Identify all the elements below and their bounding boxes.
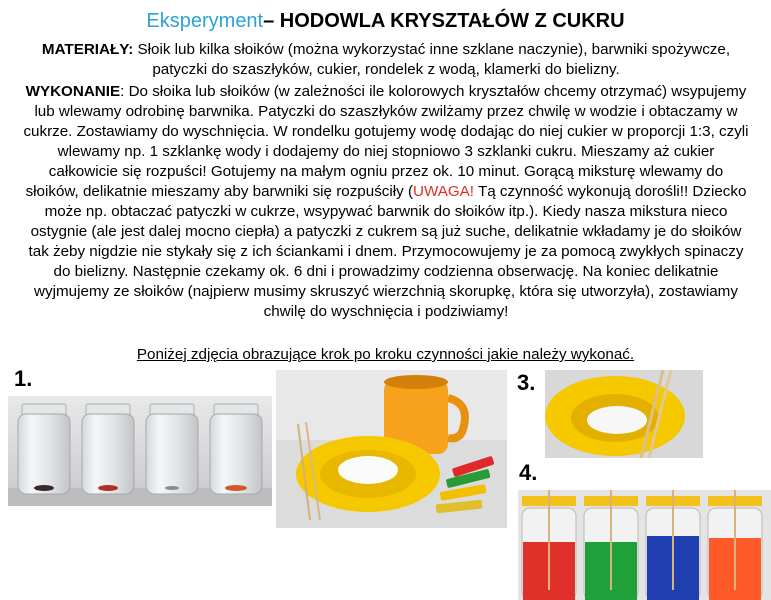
photo-step-1-empty-jars xyxy=(8,396,272,506)
photo-step-4-colored-jars xyxy=(518,490,771,600)
jar-2 xyxy=(82,404,134,494)
photo-step-3-sugar-coating xyxy=(545,370,703,458)
page-title xyxy=(0,10,771,33)
instructions-label: WYKONANIE xyxy=(25,83,121,100)
title-main: – HODOWLA KRYSZTAŁÓW Z CUKRU xyxy=(263,10,625,32)
photos-caption: Poniżej zdjęcia obrazujące krok po kroku czynności jakie należy wykonać. xyxy=(136,346,635,363)
photo-step-2-supplies xyxy=(276,370,507,528)
title-prefix: Eksperyment xyxy=(146,10,264,32)
instructions-text-before: : Do słoika lub słoików (w zależności ile kolorowych kryształów chcemy otrzymać) wsypujemy lub wlewamy odrobinę barwnika. Patyczki do szaszłyków zwilżamy przez chwilę w wodzie i obtaczamy w cukrze. Zostawiamy do wyschnięcia. W rondelku gotujemy wodę dodając do niej cukier w proporcji 1:3, czyli wlewamy np. 1 szklankę wody i dodajemy do niej stopniowo 3 szklanki cukru. Mieszamy aż cukier całkowicie się rozpuści! Gotujemy na małym ogniu przez ok. 10 minut. Gorącą miksturę wlewamy do słoików, delikatnie mieszamy aby barwniki się rozpuściły ( xyxy=(23,83,749,200)
materials-text: Słoik lub kilka słoików (można wykorzystać inne szklane naczynie), barwniki spożywcze, patyczki do szaszłyków, cukier, rondelek z wodą, klamerki do bielizny. xyxy=(133,41,731,78)
step-number-4: 4. xyxy=(519,460,538,485)
materials-label: MATERIAŁY: xyxy=(41,41,134,58)
step-number-3: 3. xyxy=(517,370,536,395)
instructions-text-after: Tą czynność wykonują dorośli!! Dziecko może np. obtaczać patyczki w cukrze, wsypywać barwnik do słoików itp.). Kiedy nasza mikstura nieco ostygnie (ale jest dalej mocno ciepła) a patyczki z cukrem są już suche, delikatnie wkładamy je do słoików tak żeby nigdzie nie stykały się z ich ściankami i dnem. Przymocowujemy je za pomocą zwykłych spinaczy do bielizny. Następnie czekamy ok. 6 dni i prowadzimy codzienna obserwację. Na koniec delikatnie wyjmujemy ze słoików (najpierw musimy skruszyć wierzchnią skorupkę, która się utworzyła), zostawiamy chwilę do wyschnięcia i podziwiamy! xyxy=(28,183,747,320)
step-number-1: 1. xyxy=(14,366,33,391)
warning-text: UWAGA! xyxy=(413,183,475,200)
jar-1 xyxy=(18,404,70,494)
instructions-paragraph xyxy=(22,82,750,322)
materials-paragraph xyxy=(22,40,750,80)
jar-3 xyxy=(146,404,198,494)
jar-4 xyxy=(210,404,262,494)
